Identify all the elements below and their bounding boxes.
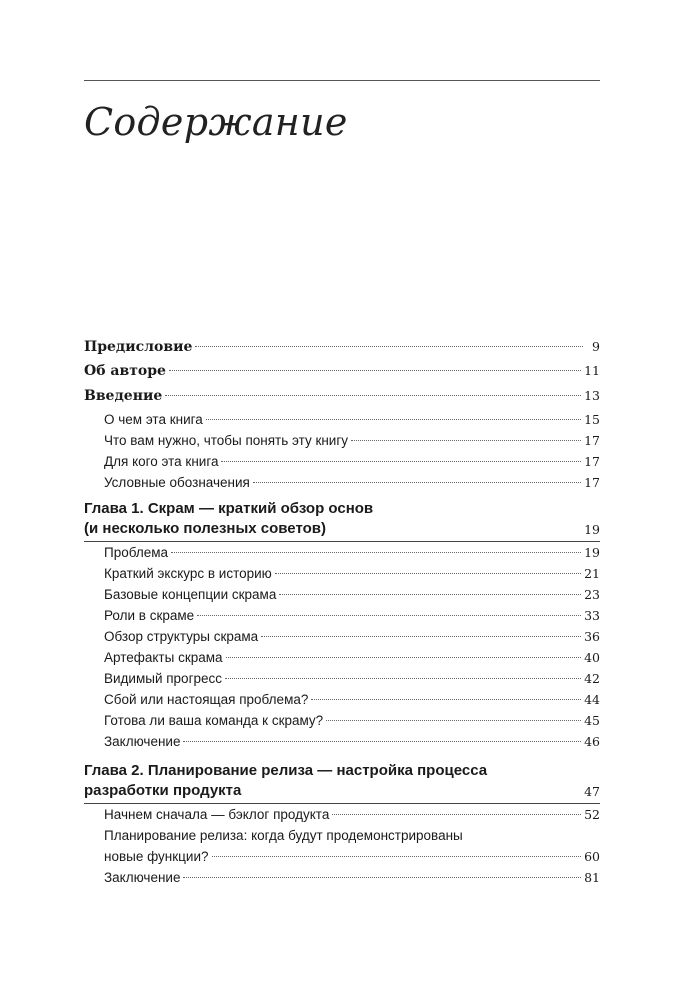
dot-leader: [165, 395, 581, 396]
toc-entry-line1[interactable]: [104, 825, 600, 847]
toc-entry[interactable]: [104, 451, 600, 473]
toc-page-number: 9: [592, 339, 600, 354]
dot-leader: [225, 678, 581, 679]
toc-entry-label: Начнем сначала — бэклог продукта: [104, 807, 330, 822]
toc-entry-label: Обзор структуры скрама: [104, 629, 259, 644]
toc-page-number: 21: [584, 566, 600, 581]
chapter-2-subtitle[interactable]: разработки продукта: [84, 782, 242, 799]
dot-leader: [221, 461, 581, 462]
dot-leader: [326, 720, 581, 721]
dot-leader: [275, 573, 581, 574]
toc-entry[interactable]: [104, 430, 600, 452]
toc-entry[interactable]: [104, 647, 600, 669]
dot-leader: [169, 370, 581, 371]
toc-entry-label: Для кого эта книга: [104, 454, 219, 469]
toc-page-number: 11: [584, 363, 600, 378]
toc-entry-label: Предисловие: [84, 339, 193, 355]
dot-leader: [206, 419, 581, 420]
toc-page-number: 19: [584, 545, 600, 560]
dot-leader: [332, 814, 581, 815]
toc-entry-label: Планирование релиза: когда будут продемонстрированы: [104, 828, 463, 843]
toc-entry[interactable]: [104, 710, 600, 732]
toc-entry[interactable]: [104, 563, 600, 585]
toc-page-number: 46: [584, 734, 600, 749]
toc-entry-label: Введение: [84, 388, 163, 404]
toc-entry-introduction[interactable]: [84, 385, 600, 407]
dot-leader: [261, 636, 581, 637]
toc-entry[interactable]: [104, 626, 600, 648]
toc-page-number: 17: [584, 433, 600, 448]
chapter-1-subtitle[interactable]: (и несколько полезных советов): [84, 520, 326, 537]
chapter-1-page: 19: [584, 522, 600, 537]
dot-leader: [183, 877, 581, 878]
toc-entry-label: Проблема: [104, 545, 169, 560]
toc-entry[interactable]: [104, 472, 600, 494]
toc-page-number: 40: [584, 650, 600, 665]
toc-page-number: 23: [584, 587, 600, 602]
toc-entry[interactable]: [104, 409, 600, 431]
dot-leader: [197, 615, 581, 616]
toc-entry-label: Что вам нужно, чтобы понять эту книгу: [104, 433, 349, 448]
toc-entry-label: Краткий экскурс в историю: [104, 566, 272, 581]
dot-leader: [351, 440, 581, 441]
page-title: Содержание: [84, 100, 348, 144]
toc-entry-preface[interactable]: [84, 336, 600, 358]
toc-page-number: 17: [584, 454, 600, 469]
dot-leader: [183, 741, 581, 742]
toc-entry-label: Видимый прогресс: [104, 671, 223, 686]
chapter-2-title[interactable]: Глава 2. Планирование релиза — настройка процесса: [84, 762, 488, 779]
toc-page-number: 60: [584, 849, 600, 864]
toc-page-number: 52: [584, 807, 600, 822]
dot-leader: [279, 594, 581, 595]
toc-page-number: 45: [584, 713, 600, 728]
toc-entry[interactable]: [104, 731, 600, 753]
toc-entry[interactable]: [104, 542, 600, 564]
toc-page-number: 44: [584, 692, 600, 707]
toc-entry-label: Артефакты скрама: [104, 650, 223, 665]
dot-leader: [212, 856, 582, 857]
toc-page-number: 81: [584, 870, 600, 885]
toc-page-number: 36: [584, 629, 600, 644]
toc-page-number: 33: [584, 608, 600, 623]
dot-leader: [171, 552, 581, 553]
dot-leader: [226, 657, 582, 658]
dot-leader: [195, 346, 583, 347]
dot-leader: [311, 699, 581, 700]
toc-entry[interactable]: [104, 605, 600, 627]
toc-entry[interactable]: [104, 584, 600, 606]
toc-entry[interactable]: [104, 668, 600, 690]
toc-entry-label: Роли в скраме: [104, 608, 195, 623]
dot-leader: [253, 482, 581, 483]
toc-page-number: 15: [584, 412, 600, 427]
toc-entry-label: Сбой или настоящая проблема?: [104, 692, 309, 707]
toc-entry-label: Условные обозначения: [104, 475, 250, 490]
toc-entry-label: новые функции?: [104, 849, 209, 864]
top-rule: [84, 80, 600, 81]
toc-entry[interactable]: [104, 689, 600, 711]
toc-entry[interactable]: [104, 867, 600, 889]
toc-entry[interactable]: [104, 804, 600, 826]
toc-entry-label: Об авторе: [84, 363, 166, 379]
toc-entry-label: Заключение: [104, 870, 181, 885]
chapter-1-title[interactable]: Глава 1. Скрам — краткий обзор основ: [84, 500, 374, 517]
toc-entry-label: Готова ли ваша команда к скраму?: [104, 713, 324, 728]
chapter-2-page: 47: [584, 784, 600, 799]
toc-entry-label: Заключение: [104, 734, 181, 749]
toc-entry-about-author[interactable]: [84, 360, 600, 382]
toc-entry-label: Базовые концепции скрама: [104, 587, 277, 602]
toc-page-number: 42: [584, 671, 600, 686]
toc-page-number: 17: [584, 475, 600, 490]
toc-entry[interactable]: [104, 846, 600, 868]
toc-page-number: 13: [584, 388, 600, 403]
toc-entry-label: О чем эта книга: [104, 412, 203, 427]
